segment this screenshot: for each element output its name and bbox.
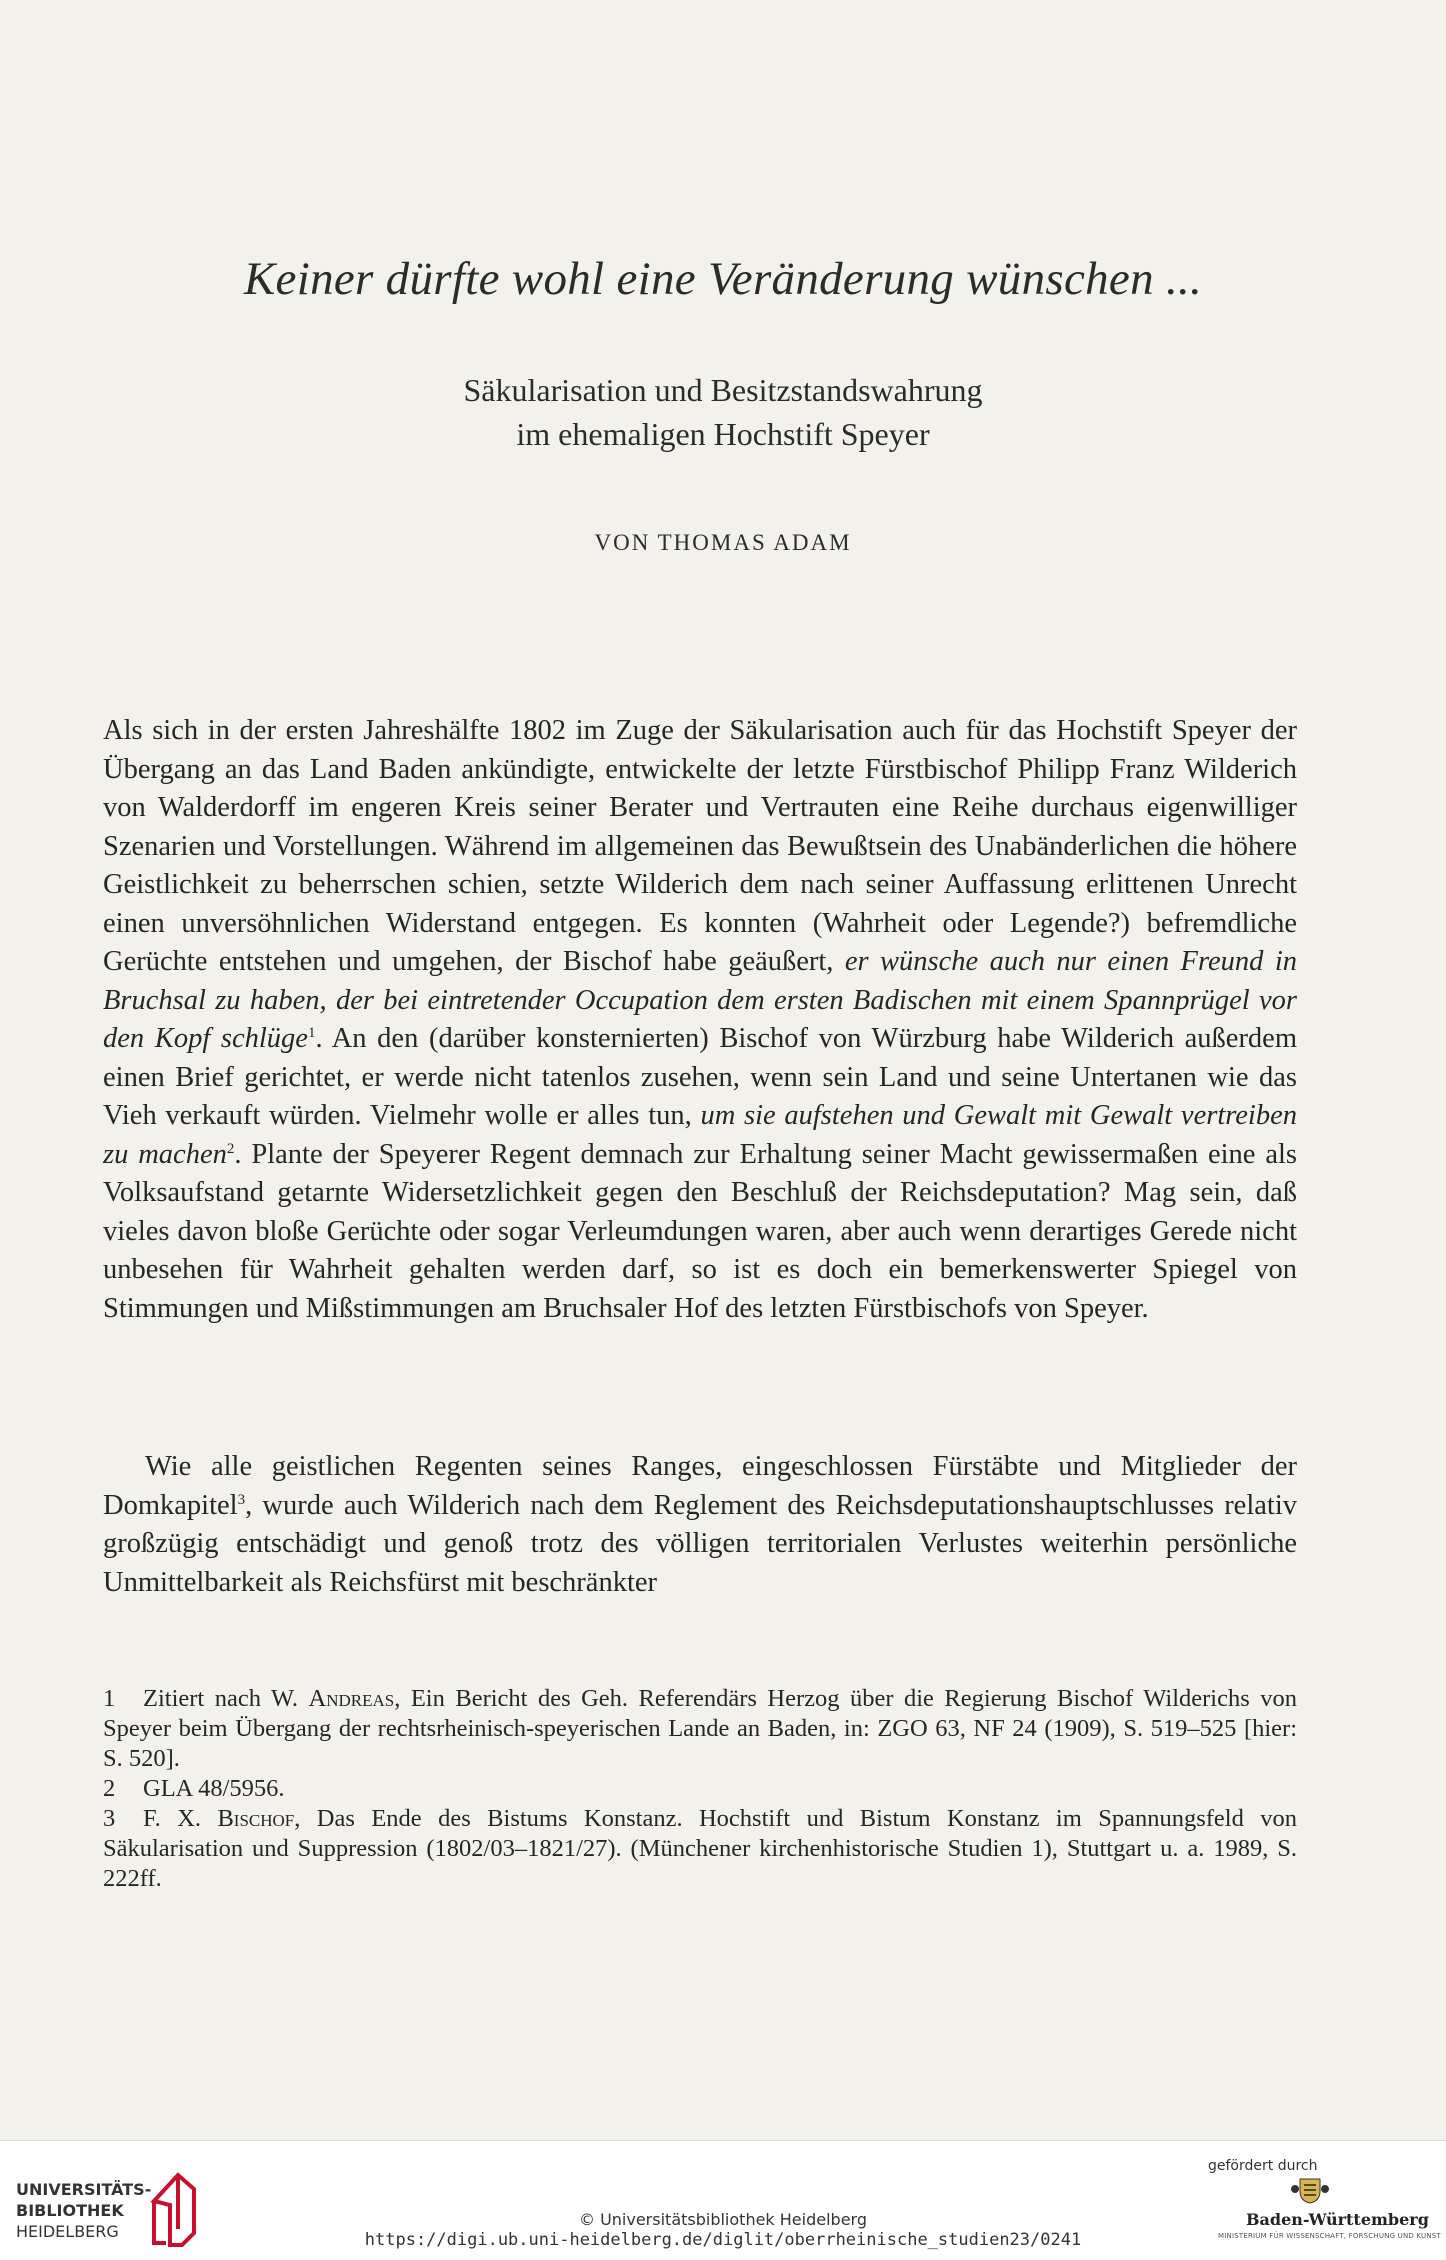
permalink-url[interactable]: https://digi.ub.uni-heidelberg.de/diglit/oberrheinische_studien23/0241 bbox=[364, 2230, 1082, 2250]
sponsor-ministry: MINISTERIUM FÜR WISSENSCHAFT, FORSCHUNG UND KUNST bbox=[1218, 2232, 1441, 2240]
subtitle-line-1: Säkularisation und Besitzstandswahrung bbox=[463, 372, 983, 408]
paragraph-text: . An den (darüber konsternierten) Bischof von Würzburg habe Wilderich außerdem einen Brief gerichtet, er werde nicht tatenlos zusehen, wenn sein Land und seine Untertanen wie das Vieh verkauft würden. Vielmehr wolle er alles tun, bbox=[103, 1023, 1297, 1131]
footnotes bbox=[103, 1684, 1297, 1894]
sponsor-name[interactable]: Baden-Württemberg bbox=[1246, 2210, 1429, 2229]
library-name-line: UNIVERSITÄTS- bbox=[16, 2180, 152, 2199]
footnote-number: 1 bbox=[103, 1685, 116, 1712]
footnote-number: 3 bbox=[103, 1805, 116, 1832]
footnote-text: Zitiert nach W. bbox=[143, 1685, 309, 1712]
footnote-text: GLA 48/5956. bbox=[143, 1775, 285, 1802]
footnote-1 bbox=[103, 1684, 1297, 1774]
copyright-notice: © Universitätsbibliothek Heidelberg bbox=[578, 2210, 867, 2229]
paragraph-text: Wie alle geistlichen Regenten seines Ranges, eingeschlossen Fürstäbte und Mitglieder der Domkapitel bbox=[103, 1451, 1297, 1521]
quotation-italic: er wünsche auch nur einen Freund in Bruchsal zu haben, der bei eintretender Occupation dem ersten Badischen mit einem Spannprügel vor den Kopf schlüge bbox=[103, 946, 1297, 1054]
author-name: Andreas bbox=[308, 1685, 395, 1712]
author-name: Bischof bbox=[217, 1805, 295, 1832]
library-name-line: BIBLIOTHEK bbox=[16, 2201, 124, 2220]
footnote-ref-2[interactable]: 2 bbox=[226, 1140, 235, 1157]
footnote-ref-1[interactable]: 1 bbox=[307, 1025, 316, 1041]
bleed-through-text bbox=[100, 95, 1300, 133]
footnote-number: 2 bbox=[103, 1775, 116, 1802]
footnote-text: , Das Ende des Bistums Konstanz. Hochstift und Bistum Konstanz im Spannungsfeld von Säkularisation und Suppression (1802/03–1821/27). (Münchener kirchenhistorische Studien 1), Stuttgart u. a. 1989, S. 222ff. bbox=[103, 1805, 1298, 1892]
article-title: Keiner dürfte wohl eine Veränderung wünschen ... bbox=[243, 253, 1203, 305]
footnote-text: F. X. bbox=[143, 1805, 218, 1832]
library-name-line: HEIDELBERG bbox=[16, 2222, 119, 2241]
body-paragraph-2 bbox=[103, 1448, 1297, 1602]
paragraph-text: , wurde auch Wilderich nach dem Reglement des Reichsdeputationshauptschlusses relativ großzügig entschädigt und genoß trotz des völligen territorialen Verlustes weiterhin persönliche Unmittelbarkeit als Reichsfürst mit beschränkter bbox=[103, 1489, 1297, 1598]
footnote-ref-3[interactable]: 3 bbox=[237, 1491, 246, 1508]
footnote-3 bbox=[103, 1804, 1297, 1894]
state-coat-of-arms-icon bbox=[1290, 2175, 1330, 2205]
article-subtitle bbox=[0, 368, 1446, 456]
paragraph-text: Als sich in der ersten Jahreshälfte 1802 im Zuge der Säkularisation auch für das Hochstift Speyer der Übergang an das Land Baden ankündigte, entwickelte der letzte Fürstbischof Philipp Franz Wilderich von Walderdorff im engeren Kreis seiner Berater und Vertrauten eine Reihe durchaus eigenwilliger Szenarien und Vorstellungen. Während im allgemeinen das Bewußtsein des Unabänderlichen die höhere Geistlichkeit zu beherrschen schien, setzte Wilderich dem nach seiner Auffassung erlittenen Unrecht einen unversöhnlichen Widerstand entgegen. Es konnten (Wahrheit oder Legende?) befremdliche Gerüchte entstehen und umgehen, der Bischof habe geäußert, bbox=[103, 715, 1297, 977]
body-paragraph-1 bbox=[103, 712, 1297, 1328]
footnote-2 bbox=[103, 1774, 1297, 1804]
quotation-italic: um sie aufstehen und Gewalt mit Gewalt vertreiben zu machen bbox=[103, 1100, 1297, 1170]
sponsor-label: gefördert durch bbox=[1208, 2158, 1318, 2174]
paragraph-text: . Plante der Speyerer Regent demnach zur Erhaltung seiner Macht gewissermaßen eine als Volksaufstand getarnte Widersetzlichkeit gegen den Beschluß der Reichsdeputation? Mag sein, daß vieles davon bloße Gerüchte oder sogar Verleumdungen waren, aber auch wenn derartiges Gerede nicht unbesehen für Wahrheit gehalten werden darf, so ist es doch ein bemerkenswerter Spiegel von Stimmungen und Mißstimmungen am Bruchsaler Hof des letzten Fürstbischofs von Speyer. bbox=[103, 1138, 1297, 1324]
subtitle-line-2: im ehemaligen Hochstift Speyer bbox=[516, 416, 930, 452]
footnote-text: , Ein Bericht des Geh. Referendärs Herzog über die Regierung Bischof Wilderichs von Speyer beim Übergang der rechtsrheinisch-speyerischen Lande an Baden, in: ZGO 63, NF 24 (1909), S. 519–525 [hier: S. 520]. bbox=[103, 1685, 1297, 1772]
author-byline: VON THOMAS ADAM bbox=[594, 530, 852, 555]
